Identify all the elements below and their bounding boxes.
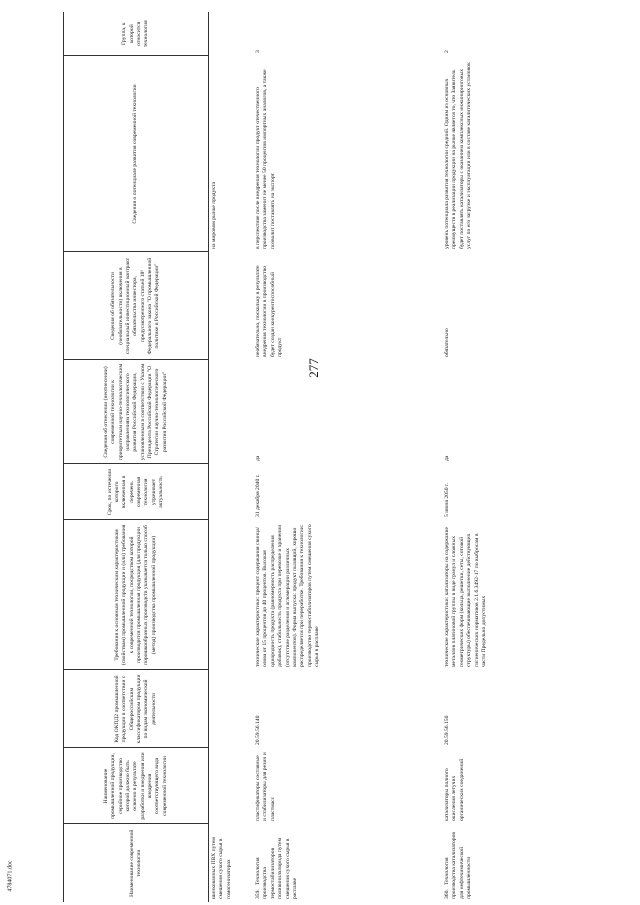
carry-over-potential: на мировом рынке продукта bbox=[211, 182, 217, 249]
okpd-code: 20.59.56.150 bbox=[444, 715, 450, 745]
page-number: 277 bbox=[306, 358, 321, 378]
header-cell: Наименование промышленной продукции, серийное производство которой должно быть освоено в результате разработки и внедрения или внедрения соответствующего вида современной технологии bbox=[64, 748, 209, 824]
potential-info: в перспективе после внедрения технологии продукт отечественного производства заменит не менее 50 процентов импортных аналогов, а также позволит поставлять на экспорт bbox=[255, 69, 276, 249]
priority-flag: да bbox=[444, 455, 450, 461]
potential-info: уровень потенциала развития технологии средний. Одним из основных преимуществ в реализации продукции на рынке является то, что Заявитель будет поставлять катализаторы с оказанием комплексных инжиниринговых услуг по его загрузке и эксплуатации или в составе каталитических установок bbox=[444, 62, 473, 249]
row-number: 360. bbox=[444, 889, 450, 899]
okpd-code: 20.59.56.140 bbox=[255, 715, 261, 745]
technology-name: Технология производства катализаторов для нефтехимической промышленности bbox=[444, 831, 473, 899]
rotated-table-wrapper bbox=[63, 12, 630, 902]
requirements: технические характеристики: процент содержания свинца/олова от 15 процентов до 40 процентов. Высокая однородность продукта (равномерность распределения добавок), стабильность продукта при перевозке и хранении (отсутствие разделения и агломерации различных компонентов). Форма выпуска: продукт пылящий, хорошо распределяется при переработке. Требования к технологии: производство термостабилизаторов путем смешения сухого сырья в расплаве bbox=[255, 524, 320, 667]
carry-over-row bbox=[209, 12, 254, 902]
header-cell: Наименование современной технологии bbox=[64, 824, 209, 902]
table-row bbox=[253, 12, 442, 902]
requirements: технические характеристики: катализаторы на содержание металлов платиновой группы в виде гранул и сложных геометрических форм (кольца, решетки, сеты, сотовой структуры) обеспечивающие выполнение действующих гигиенических нормативов 2.1.6.3492-17 по выбросам в части Предельно допустимых bbox=[444, 527, 487, 667]
relevance-term: 5 июня 2050 г. bbox=[444, 483, 450, 517]
technology-name-cell bbox=[253, 824, 442, 902]
row-number: 359. bbox=[255, 889, 261, 899]
carry-over-name: шинкованных ПВХ путем смешения сухого сырья в гомогенизаторах bbox=[211, 837, 232, 899]
product-name: катализаторы полного окисления летучих органических соединений bbox=[444, 758, 465, 821]
technology-name: Технология производства термостабилизаторов поливинилхлорида путем смешения сухого сырья в расплаве bbox=[255, 837, 298, 899]
group-number: 2 bbox=[444, 50, 450, 53]
header-cell: Код ОКПД2 промышленной продукции в соответствии с Общероссийским классификатором продукции по видам экономической деятельности bbox=[64, 670, 209, 748]
table-row bbox=[442, 12, 596, 902]
header-cell: Срок, по истечении которого включенная в перечень современная технология утрачивает актуальность bbox=[64, 464, 209, 520]
table-header-row bbox=[64, 12, 209, 902]
technology-table bbox=[63, 12, 596, 902]
relevance-term: 31 декабря 2040 г. bbox=[255, 474, 261, 517]
header-cell: Группа, к которой относится технология bbox=[64, 12, 209, 56]
header-cell: Сведения о потенциале развития современной технологии bbox=[64, 56, 209, 252]
group-number: 3 bbox=[255, 50, 261, 53]
priority-flag: да bbox=[255, 455, 261, 461]
document-id: 4784071.doc bbox=[8, 860, 15, 892]
header-cell: Сведения об отнесении (неотнесении) современной технологии к приоритетным научно-технологическим направлениям технологического развития Российской Федерации, установленным в соответствии с Указом Президента Российской Федерации "О Стратегии научно-технологического развития Российской Федерации" bbox=[64, 360, 209, 464]
header-cell: Сведения об обязательности (необязательности) включения в специальный инвестиционный контракт обязательства инвестора, предусмотренного статьей 18¹ Федерального закона "О промышленной политике в Российской Федерации" bbox=[64, 252, 209, 360]
obligation-info: необязательно, поскольку в результате внедрения технологии в производство будет создан конкурентоспособный продукт bbox=[255, 265, 284, 357]
header-cell: Требования к основным техническим характеристикам (свойствам) промышленной продукции и (или) требования к современной технологии, посредством которой производится промышленная продукция (для продукции порошкообразных производств указывается только способ (метод) производства промышленной продукции) bbox=[64, 520, 209, 670]
obligation-info: обязательно bbox=[444, 328, 450, 357]
technology-name-cell bbox=[442, 824, 596, 902]
product-name: пластификаторы составные и стабилизаторы для резин и пластмасс bbox=[255, 752, 276, 821]
